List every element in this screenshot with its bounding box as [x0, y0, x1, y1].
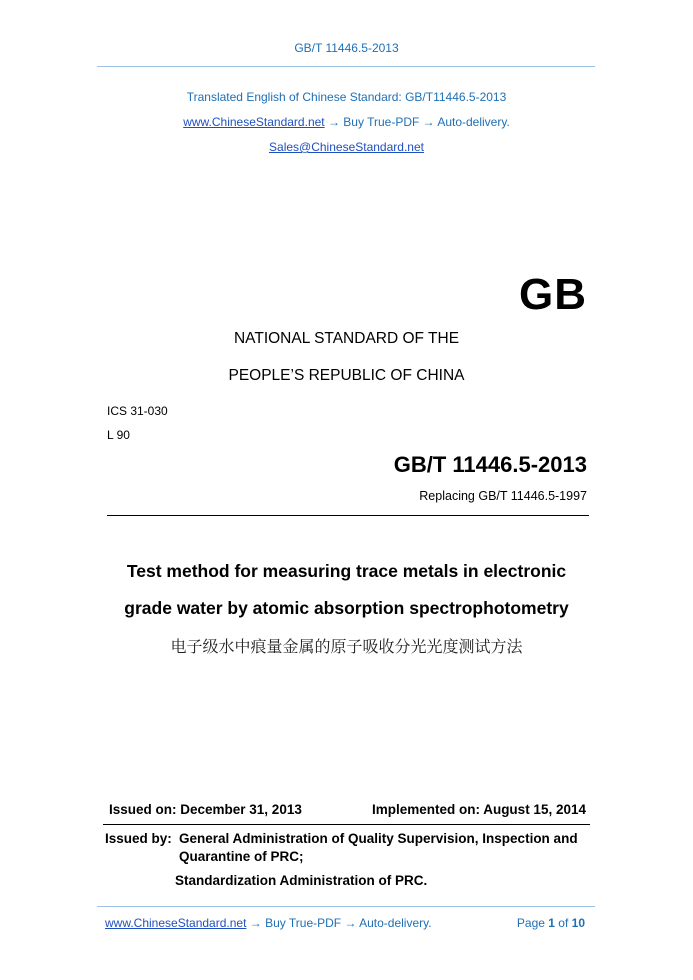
of-label: of — [554, 916, 572, 930]
translation-notice: Translated English of Chinese Standard: GB/T11446.5-2013 — [186, 90, 507, 104]
issued-on-date: Issued on: December 31, 2013 — [109, 802, 302, 817]
buy-line — [0, 115, 693, 129]
issuer-line3: Standardization Administration of PRC. — [175, 873, 428, 888]
replacing-note: Replacing GB/T 11446.5-1997 — [419, 489, 587, 503]
page-number: 1 — [548, 916, 555, 930]
sales-email-link[interactable]: Sales@ChineseStandard.net — [269, 140, 424, 154]
buy-text: → Buy True-PDF → Auto-delivery. — [324, 115, 510, 129]
issued-by-label: Issued by: — [105, 831, 172, 846]
standard-number: GB/T 11446.5-2013 — [393, 452, 587, 477]
title-chinese: 电子级水中痕量金属的原子吸收分光光度测试方法 — [170, 637, 523, 656]
running-header: GB/T 11446.5-2013 — [294, 41, 399, 55]
classification-code: L 90 — [107, 428, 130, 442]
email-line — [0, 140, 693, 154]
national-standard-line1: NATIONAL STANDARD OF THE — [233, 330, 460, 347]
footer-site-link[interactable]: www.ChineseStandard.net — [105, 916, 247, 930]
footer-buy-text: → Buy True-PDF → Auto-delivery. — [246, 916, 432, 930]
title-divider — [107, 515, 589, 516]
footer-divider — [97, 906, 595, 907]
gb-mark: GB — [519, 270, 587, 319]
issuer-line1: General Administration of Quality Supervision, Inspection and — [179, 831, 578, 846]
page-indicator — [517, 916, 585, 930]
header-divider — [97, 66, 595, 67]
title-line2: grade water by atomic absorption spectrophotometry — [124, 598, 569, 618]
footer-buy-line — [105, 916, 432, 930]
issuer-line2: Quarantine of PRC; — [179, 849, 304, 864]
implemented-on-date: Implemented on: August 15, 2014 — [371, 802, 586, 817]
site-link[interactable]: www.ChineseStandard.net — [183, 115, 325, 129]
title-line1: Test method for measuring trace metals in electronic — [126, 561, 567, 581]
national-standard-line2: PEOPLE’S REPUBLIC OF CHINA — [228, 367, 465, 384]
page-total: 10 — [571, 916, 585, 930]
issuer-divider — [103, 824, 590, 825]
page-label: Page — [516, 916, 549, 930]
ics-code: ICS 31-030 — [107, 404, 168, 418]
